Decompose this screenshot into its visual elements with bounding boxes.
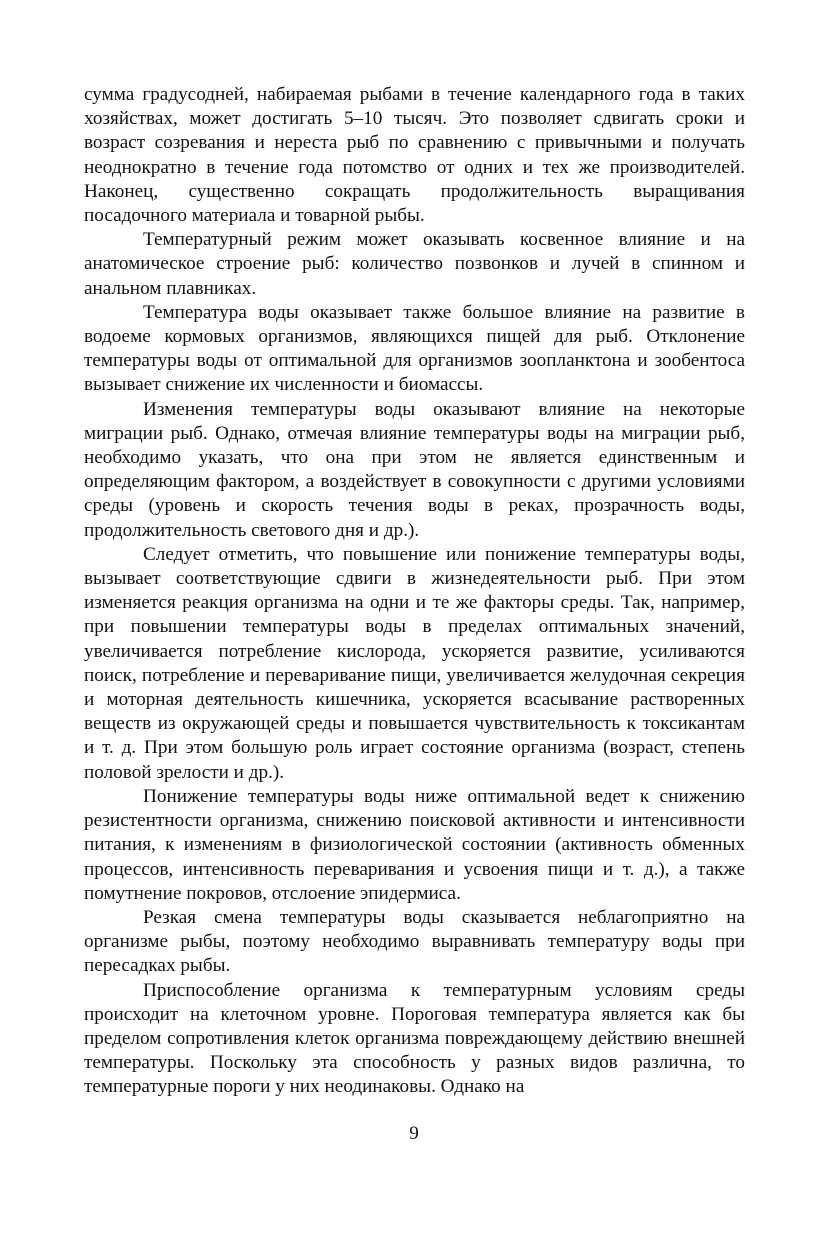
page-number: 9 [409, 1123, 419, 1144]
paragraph-3: Температура воды оказывает также большое влияние на развитие в водоеме кормовых организмов, являющихся пищей для рыб. Отклонение температуры воды от оптимальной для организмов зоопланктона и зообентоса вызывает снижение их численности и биомассы. [84, 301, 745, 396]
paragraph-4: Изменения температуры воды оказывают влияние на некоторые миграции рыб. Однако, отмечая влияние температуры воды на миграции рыб, необходимо указать, что она при этом не является единственным и определяющим фактором, а воздействует в совокупности с другими условиями среды (уровень и скорость течения воды в реках, прозрачность воды, продолжительность светового дня и др.). [84, 398, 745, 541]
paragraph-5: Следует отметить, что повышение или понижение температуры воды, вызывает соответствующие сдвиги в жизнедеятельности рыб. При этом изменяется реакция организма на одни и те же факторы среды. Так, например, при повышении температуры воды в пределах оптимальных значений, увеличивается потребление кислорода, ускоряется развитие, усиливаются поиск, потребление и переваривание пищи, увеличивается желудочная секреция и моторная деятельность кишечника, ускоряется всасывание растворенных веществ из окружающей среды и повышается чувствительность к токсикантам и т. д. При этом большую роль играет состояние организма (возраст, степень половой зрелости и др.). [84, 543, 745, 783]
paragraph-8: Приспособление организма к температурным условиям среды происходит на клеточном уровне. Пороговая температура является как бы пределом сопротивления клеток организма повреждающему действию внешней температуры. Поскольку эта способность у разных видов различна, то температурные пороги у них неодинаковы. Однако на [84, 979, 745, 1098]
paragraph-2: Температурный режим может оказывать косвенное влияние и на анатомическое строение рыб: количество позвонков и лучей в спинном и анальном плавниках. [84, 229, 745, 299]
document-body [84, 83, 745, 1100]
paragraph-1: сумма градусодней, набираемая рыбами в течение календарного года в таких хозяйствах, может достигать 5–10 тысяч. Это позволяет сдвигать сроки и возраст созревания и нереста рыб по сравнению с привычными и получать неоднократно в течение года потомство от одних и тех же производителей. Наконец, существенно сокращать продолжительность выращивания посадочного материала и товарной рыбы. [84, 84, 745, 227]
paragraph-6: Понижение температуры воды ниже оптимальной ведет к снижению резистентности организма, снижению поисковой активности и интенсивности питания, к изменениям в физиологической состоянии (активность обменных процессов, интенсивность переваривания и усвоения пищи и т. д.), а также помутнение покровов, отслоение эпидермиса. [84, 785, 745, 904]
paragraph-7: Резкая смена температуры воды сказывается неблагоприятно на организме рыбы, поэтому необходимо выравнивать температуру воды при пересадках рыбы. [84, 906, 745, 977]
